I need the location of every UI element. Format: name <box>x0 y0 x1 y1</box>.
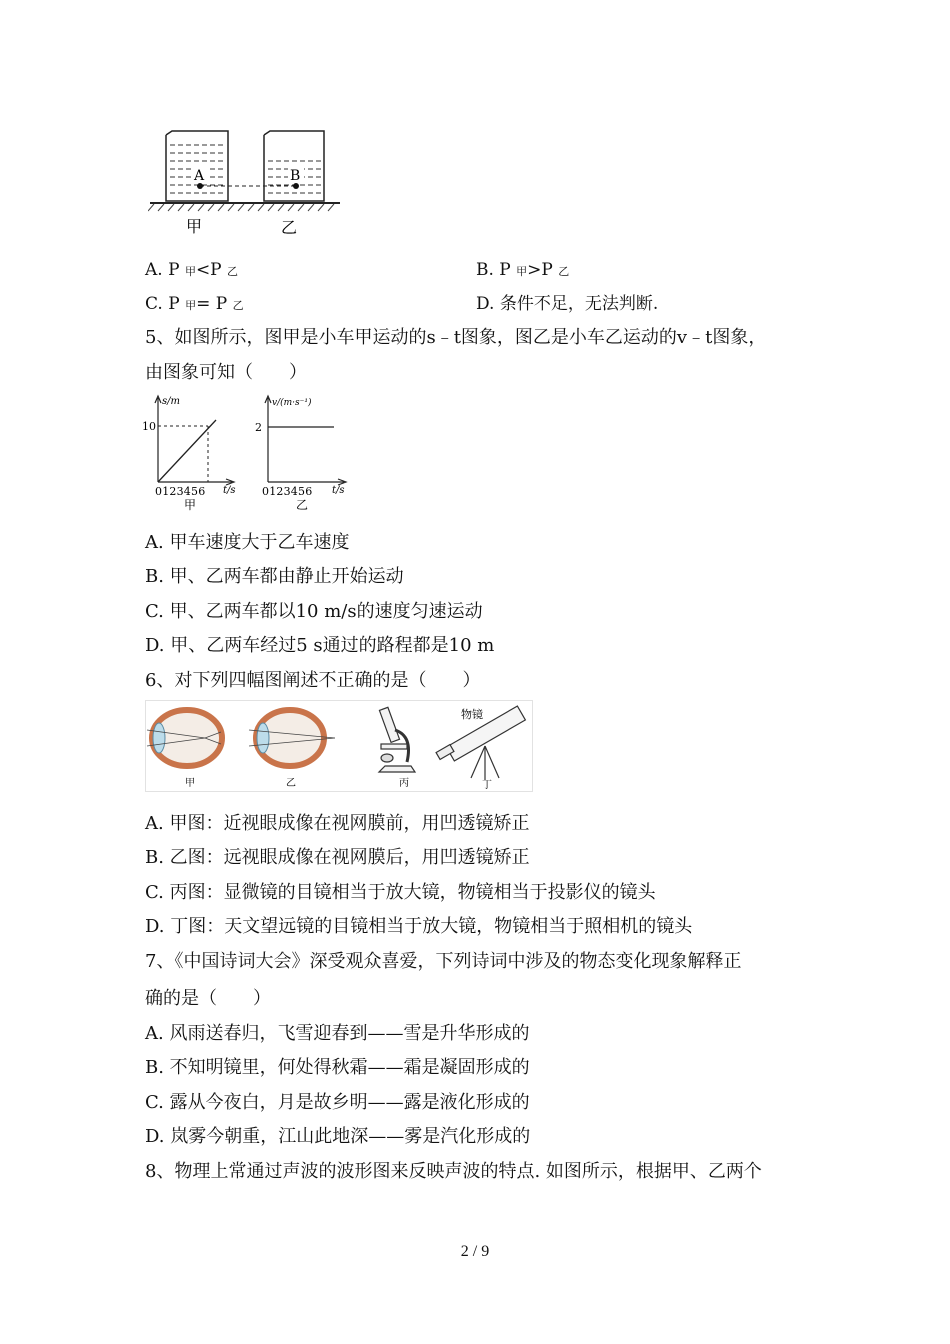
q5-option-d: D. 甲、乙两车经过5 s通过的路程都是10 m <box>145 635 495 656</box>
st-caption: 甲 <box>184 498 197 512</box>
vt-xlabel: t/s <box>332 485 345 496</box>
q5-option-a: A. 甲车速度大于乙车速度 <box>145 532 350 553</box>
q6-stem: 6、对下列四幅图阐述不正确的是（ ） <box>145 670 481 691</box>
st-line-series <box>158 420 216 482</box>
vt-ylabel: v/(m·s⁻¹) <box>272 398 312 408</box>
q4-option-d: D. 条件不足，无法判断. <box>476 294 659 314</box>
q6-option-a: A. 甲图：近视眼成像在视网膜前，用凹透镜矫正 <box>145 813 530 834</box>
optics-caption-3: 丙 <box>399 778 409 789</box>
optics-caption-4: 丁 <box>482 780 492 791</box>
q7-stem-line1: 7、《中国诗词大会》深受观众喜爱，下列诗词中涉及的物态变化现象解释正 <box>145 951 742 972</box>
eye-hyperopia-icon <box>249 710 335 766</box>
q7-option-a: A. 风雨送春归，飞雪迎春到——雪是升华形成的 <box>145 1023 530 1044</box>
st-graph <box>140 392 245 514</box>
st-ylabel: s/m <box>162 396 180 407</box>
vt-ytick: 2 <box>255 421 262 434</box>
q4-option-c: C. P 甲= P 乙 <box>145 294 244 314</box>
q4-option-a: A. P 甲<P 乙 <box>145 260 239 280</box>
objective-lens-label: 物镜 <box>461 708 483 721</box>
q6-option-b: B. 乙图：远视眼成像在视网膜后，用凹透镜矫正 <box>145 847 530 868</box>
st-xlabel: t/s <box>223 485 236 496</box>
q5-option-b: B. 甲、乙两车都由静止开始运动 <box>145 566 404 587</box>
q7-option-b: B. 不知明镜里，何处得秋霜——霜是凝固形成的 <box>145 1057 530 1078</box>
q5-stem-line2: 由图象可知（ ） <box>145 362 307 383</box>
st-ytick: 10 <box>142 420 156 433</box>
st-xticks: 0123456 <box>155 485 206 498</box>
q5-stem-line1: 5、如图所示，图甲是小车甲运动的s﹣t图象，图乙是小车乙运动的v﹣t图象， <box>145 327 767 348</box>
microscope-icon <box>379 707 415 772</box>
q7-option-d: D. 岚雾今朝重，江山此地深——雾是汽化形成的 <box>145 1126 531 1147</box>
point-a-label: A <box>194 168 205 184</box>
eye-myopia-icon <box>147 710 222 766</box>
q7-stem-line2: 确的是（ ） <box>145 988 271 1009</box>
optics-caption-1: 甲 <box>185 778 195 789</box>
q6-option-d: D. 丁图：天文望远镜的目镜相当于放大镜，物镜相当于照相机的镜头 <box>145 916 693 937</box>
q6-option-c: C. 丙图：显微镜的目镜相当于放大镜，物镜相当于投影仪的镜头 <box>145 882 656 903</box>
q7-option-c: C. 露从今夜白，月是故乡明——露是液化形成的 <box>145 1092 530 1113</box>
beaker-caption-right: 乙 <box>281 218 298 237</box>
optics-figure <box>145 700 533 792</box>
vt-caption: 乙 <box>296 498 309 512</box>
q4-option-b: B. P 甲>P 乙 <box>476 260 570 280</box>
q5-option-c: C. 甲、乙两车都以10 m/s的速度匀速运动 <box>145 601 483 622</box>
optics-caption-2: 乙 <box>286 778 296 789</box>
beaker-caption-left: 甲 <box>186 217 203 236</box>
page-number: 2 / 9 <box>460 1243 490 1260</box>
point-b-label: B <box>290 168 301 184</box>
q8-stem-line1: 8、物理上常通过声波的波形图来反映声波的特点. 如图所示，根据甲、乙两个 <box>145 1161 762 1182</box>
beakers-figure <box>148 125 348 240</box>
vt-graph <box>252 392 357 514</box>
vt-xticks: 0123456 <box>262 485 313 498</box>
